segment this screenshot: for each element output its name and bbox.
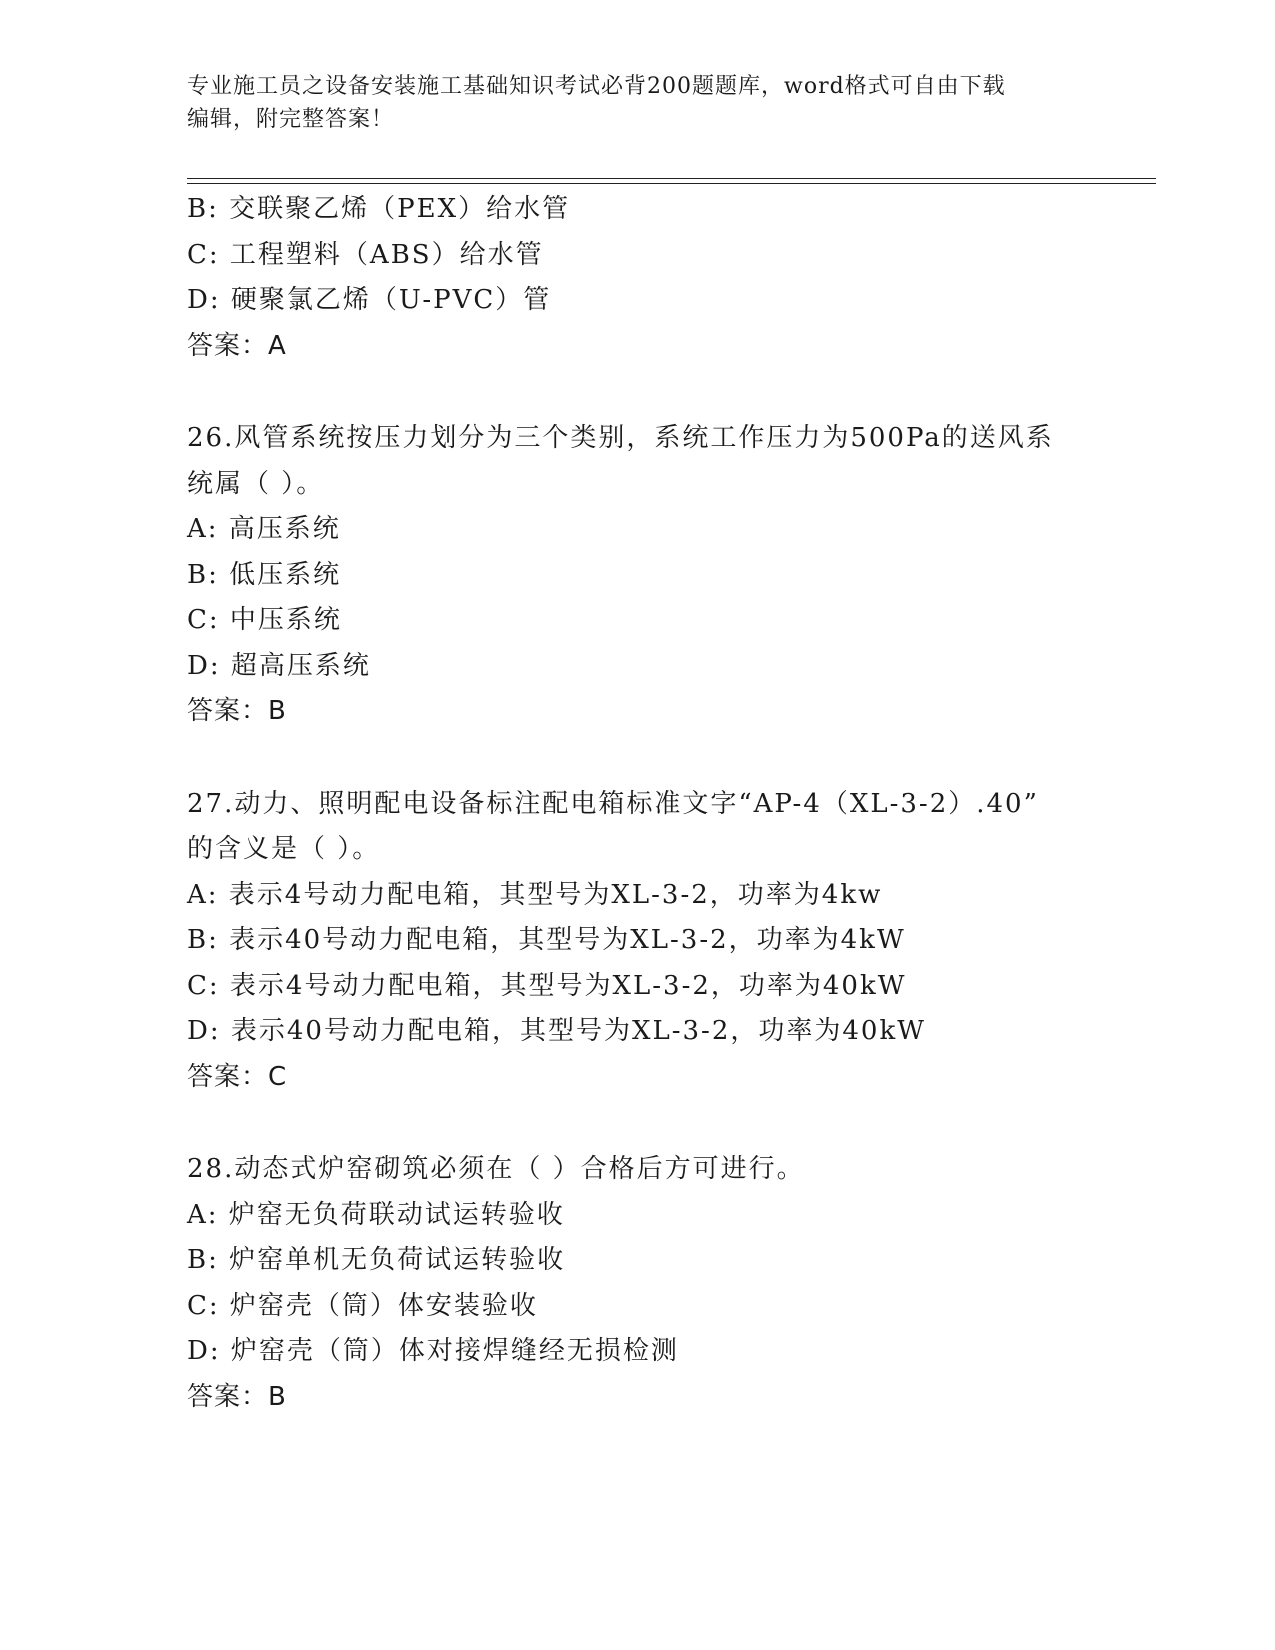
option-c: C: 表示4号动力配电箱，其型号为XL-3-2，功率为40kW xyxy=(187,970,907,1001)
option-a: A: 炉窑无负荷联动试运转验收 xyxy=(187,1199,565,1230)
question-block-27 xyxy=(187,782,1107,1101)
option-c: C: 炉窑壳（筒）体安装验收 xyxy=(187,1290,538,1321)
option-d: D: 表示40号动力配电箱，其型号为XL-3-2，功率为40kW xyxy=(187,1016,926,1046)
question-block-28 xyxy=(187,1147,1107,1420)
option-c: C: 中压系统 xyxy=(187,605,342,635)
option-c: C: 工程塑料（ABS）给水管 xyxy=(187,239,544,270)
question-stem: 28.动态式炉窑砌筑必须在（ ）合格后方可进行。 xyxy=(187,1154,805,1184)
answer-line: 答案：C xyxy=(187,1061,288,1092)
answer-line: 答案：B xyxy=(187,1381,287,1412)
header-title-line-1: 专业施工员之设备安装施工基础知识考试必背200题题库，word格式可自由下载 xyxy=(187,74,1006,99)
option-d: D: 超高压系统 xyxy=(187,650,371,681)
question-block-26 xyxy=(187,416,1107,735)
question-stem: 27.动力、照明配电设备标注配电箱标准文字“AP-4（XL-3-2）.40” xyxy=(187,788,1039,819)
header-divider xyxy=(187,178,1156,184)
header-title-line-2: 编辑，附完整答案！ xyxy=(187,107,395,132)
option-a: A: 表示4号动力配电箱，其型号为XL-3-2，功率为4kw xyxy=(187,879,883,910)
document-header xyxy=(187,70,1087,136)
question-stem: 的含义是（ ）。 xyxy=(187,834,381,864)
document-body xyxy=(187,187,1107,1467)
option-d: D: 炉窑壳（筒）体对接焊缝经无损检测 xyxy=(187,1336,679,1366)
question-block-25 xyxy=(187,187,1107,369)
question-stem: 统属（ ）。 xyxy=(187,468,325,499)
option-b: B: 表示40号动力配电箱，其型号为XL-3-2，功率为4kW xyxy=(187,925,906,955)
option-b: B: 交联聚乙烯（PEX）给水管 xyxy=(187,194,571,224)
option-b: B: 炉窑单机无负荷试运转验收 xyxy=(187,1245,566,1275)
option-a: A: 高压系统 xyxy=(187,514,341,544)
option-d: D: 硬聚氯乙烯（U-PVC）管 xyxy=(187,285,552,315)
answer-line: 答案：A xyxy=(187,330,287,361)
question-stem: 26.风管系统按压力划分为三个类别，系统工作压力为500Pa的送风系 xyxy=(187,423,1054,453)
answer-line: 答案：B xyxy=(187,696,287,726)
option-b: B: 低压系统 xyxy=(187,559,342,590)
